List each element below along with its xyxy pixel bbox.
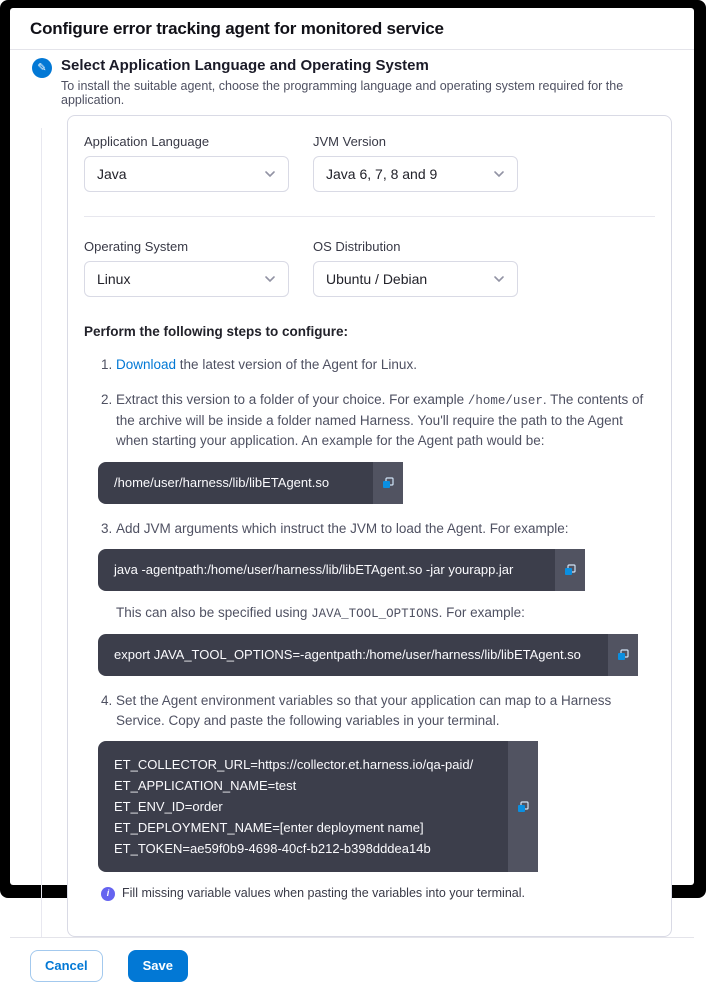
env-var-line: ET_DEPLOYMENT_NAME=[enter deployment name] — [114, 820, 424, 836]
env-var-line: ET_COLLECTOR_URL=https://collector.et.harness.io/qa-paid/ — [114, 757, 474, 773]
copy-button[interactable] — [508, 741, 538, 872]
cancel-button[interactable]: Cancel — [30, 950, 103, 982]
step-titles — [61, 57, 672, 107]
copy-icon — [381, 476, 395, 490]
step4-text: Set the Agent environment variables so that your application can map to a Harness Service. Copy and paste the following variables in your terminal. — [116, 692, 612, 729]
download-link[interactable]: Download — [116, 357, 177, 372]
jvm-version-label: JVM Version — [313, 134, 386, 149]
language-field-row — [84, 134, 655, 192]
jvm-args-code: java -agentpath:/home/user/harness/lib/libETAgent.so -jar yourapp.jar — [114, 561, 514, 577]
env-var-line: ET_TOKEN=ae59f0b9-4698-40cf-b212-b398dddea14b — [114, 841, 431, 857]
chevron-down-icon — [493, 275, 505, 283]
step-header — [32, 57, 672, 107]
os-distribution-label: OS Distribution — [313, 239, 401, 254]
os-distribution-value: Ubuntu / Debian — [326, 271, 428, 287]
step3-inline-code: JAVA_TOOL_OPTIONS — [311, 607, 439, 622]
save-button[interactable]: Save — [128, 950, 188, 982]
copy-icon — [563, 563, 577, 577]
chevron-down-icon — [264, 170, 276, 178]
configuration-card — [67, 115, 672, 937]
step2-text-before: Extract this version to a folder of your choice. For example — [116, 392, 468, 408]
pencil-icon — [32, 58, 52, 78]
java-tool-options-codeblock — [98, 634, 638, 676]
copy-button[interactable] — [555, 549, 585, 591]
env-vars-codeblock — [98, 741, 538, 872]
jvm-version-field — [313, 134, 518, 192]
configure-agent-dialog — [10, 8, 694, 974]
step-title: Select Application Language and Operating System — [61, 57, 429, 74]
env-var-line: ET_APPLICATION_NAME=test — [114, 778, 297, 794]
step2-inline-code: /home/user — [467, 394, 543, 409]
step3-text2-before: This can also be specified using — [116, 605, 312, 621]
application-language-value: Java — [97, 166, 127, 182]
operating-system-field — [84, 239, 289, 297]
info-note-text: Fill missing variable values when pasting the variables into your terminal. — [122, 886, 525, 901]
stepper-line — [41, 128, 42, 937]
info-glyph: i — [106, 888, 110, 899]
os-distribution-field — [313, 239, 518, 297]
step1-text: the latest version of the Agent for Linux. — [176, 357, 417, 372]
step3-text2-after: . For example: — [438, 605, 525, 621]
copy-icon — [616, 648, 630, 662]
list-item — [116, 355, 649, 375]
chevron-down-icon — [493, 170, 505, 178]
env-var-line: ET_ENV_ID=order — [114, 799, 223, 815]
step-subtitle: To install the suitable agent, choose the programming language and operating system required for the application. — [61, 79, 624, 107]
dialog-body — [10, 50, 694, 937]
env-vars-code — [98, 741, 508, 872]
copy-button[interactable] — [608, 634, 638, 676]
steps-heading: Perform the following steps to configure: — [84, 324, 349, 339]
step2-text-after: . The contents of the archive will be inside a folder named Harness. You'll require the path to the Agent when starting your application. An example for the Agent path would be: — [116, 392, 644, 449]
os-field-row — [84, 239, 655, 297]
application-language-field — [84, 134, 289, 192]
dialog-title-bar — [10, 8, 694, 49]
card-divider — [84, 216, 655, 217]
list-item — [106, 691, 649, 903]
jvm-version-value: Java 6, 7, 8 and 9 — [326, 166, 438, 182]
os-distribution-select[interactable] — [313, 261, 518, 297]
copy-button[interactable] — [373, 462, 403, 504]
agent-path-code: /home/user/harness/lib/libETAgent.so — [114, 474, 330, 490]
operating-system-value: Linux — [97, 271, 131, 287]
copy-icon — [516, 800, 530, 814]
operating-system-label: Operating System — [84, 239, 189, 254]
pencil-glyph: ✎ — [37, 61, 47, 74]
dialog-footer — [10, 938, 694, 996]
list-item — [116, 390, 649, 503]
list-item — [116, 519, 649, 676]
application-language-label: Application Language — [84, 134, 210, 149]
chevron-down-icon — [264, 275, 276, 283]
agent-path-codeblock — [98, 462, 403, 504]
dialog-title: Configure error tracking agent for monitored service — [30, 19, 444, 38]
jvm-version-select[interactable] — [313, 156, 518, 192]
application-language-select[interactable] — [84, 156, 289, 192]
info-icon — [101, 887, 115, 901]
step3-text2 — [116, 603, 649, 624]
operating-system-select[interactable] — [84, 261, 289, 297]
jvm-args-codeblock — [98, 549, 585, 591]
info-note — [101, 884, 649, 903]
java-tool-options-code: export JAVA_TOOL_OPTIONS=-agentpath:/home/user/harness/lib/libETAgent.so — [114, 646, 581, 662]
step3-text: Add JVM arguments which instruct the JVM to load the Agent. For example: — [116, 520, 569, 536]
configure-steps-list — [84, 355, 649, 903]
